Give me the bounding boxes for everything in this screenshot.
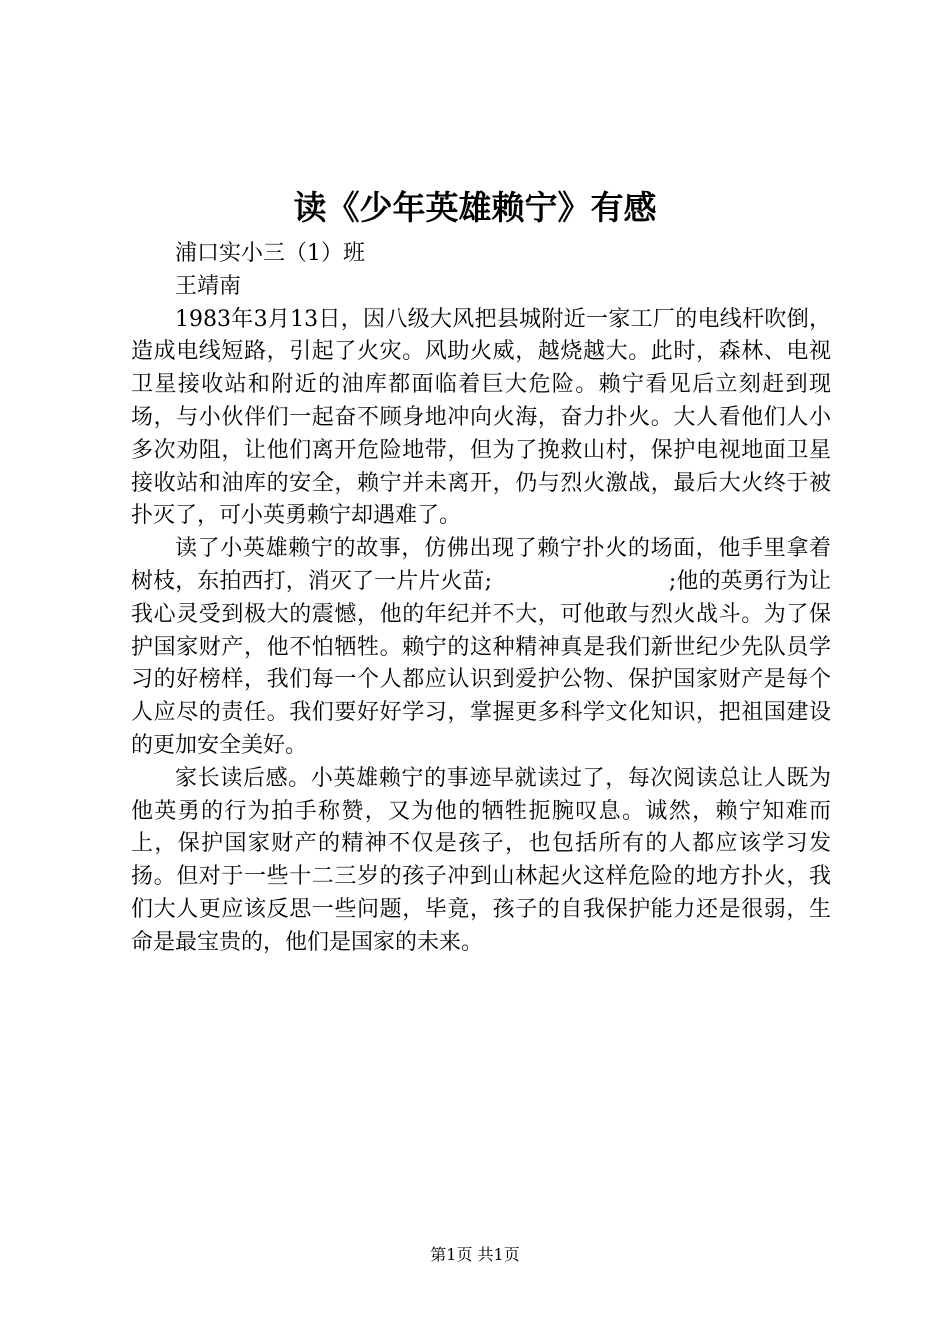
document-title: 读《少年英雄赖宁》有感 — [293, 188, 657, 227]
paragraph-1: 1983年3月13日，因八级大风把县城附近一家工厂的电线杆吹倒，造成电线短路，引起了火灾。风助火威，越烧越大。此时，森林、电视卫星接收站和附近的油库都面临着巨大危险。赖宁看见后立刻赶到现场，与小伙伴们一起奋不顾身地冲向火海，奋力扑火。大人看他们人小多次劝阻，让他们离开危险地带，但为了挽救山村，保护电视地面卫星接收站和油库的安全，赖宁并未离开，仍与烈火激战，最后大火终于被扑灭了，可小英勇赖宁却遇难了。 — [131, 306, 831, 529]
document-body — [131, 238, 831, 960]
author-line: 王靖南 — [175, 273, 242, 299]
paragraph-3: 家长读后感。小英雄赖宁的事迹早就读过了，每次阅读总让人既为他英勇的行为拍手称赞，又为他的牺牲扼腕叹息。诚然，赖宁知难而上，保护国家财产的精神不仅是孩子，也包括所有的人都应该学习发扬。但对于一些十二三岁的孩子冲到山林起火这样危险的地方扑火，我们大人更应该反思一些问题，毕竟，孩子的自我保护能力还是很弱，生命是最宝贵的，他们是国家的未来。 — [131, 765, 831, 955]
paragraph-2: 读了小英雄赖宁的故事，仿佛出现了赖宁扑火的场面，他手里拿着树枝，东拍西打，消灭了一片片火苗; ;他的英勇行为让我心灵受到极大的震憾，他的年纪并不大，可他敢与烈火战斗。为了保护国家财产，他不怕牺牲。赖宁的这种精神真是我们新世纪少先队员学习的好榜样，我们每一个人都应认识到爱护公物、保护国家财产是每个人应尽的责任。我们要好好学习，掌握更多科学文化知识，把祖国建设的更加安全美好。 — [131, 536, 831, 758]
page-footer: 第1页 共1页 — [430, 1245, 520, 1264]
school-line: 浦口实小三（1）班 — [175, 241, 365, 266]
